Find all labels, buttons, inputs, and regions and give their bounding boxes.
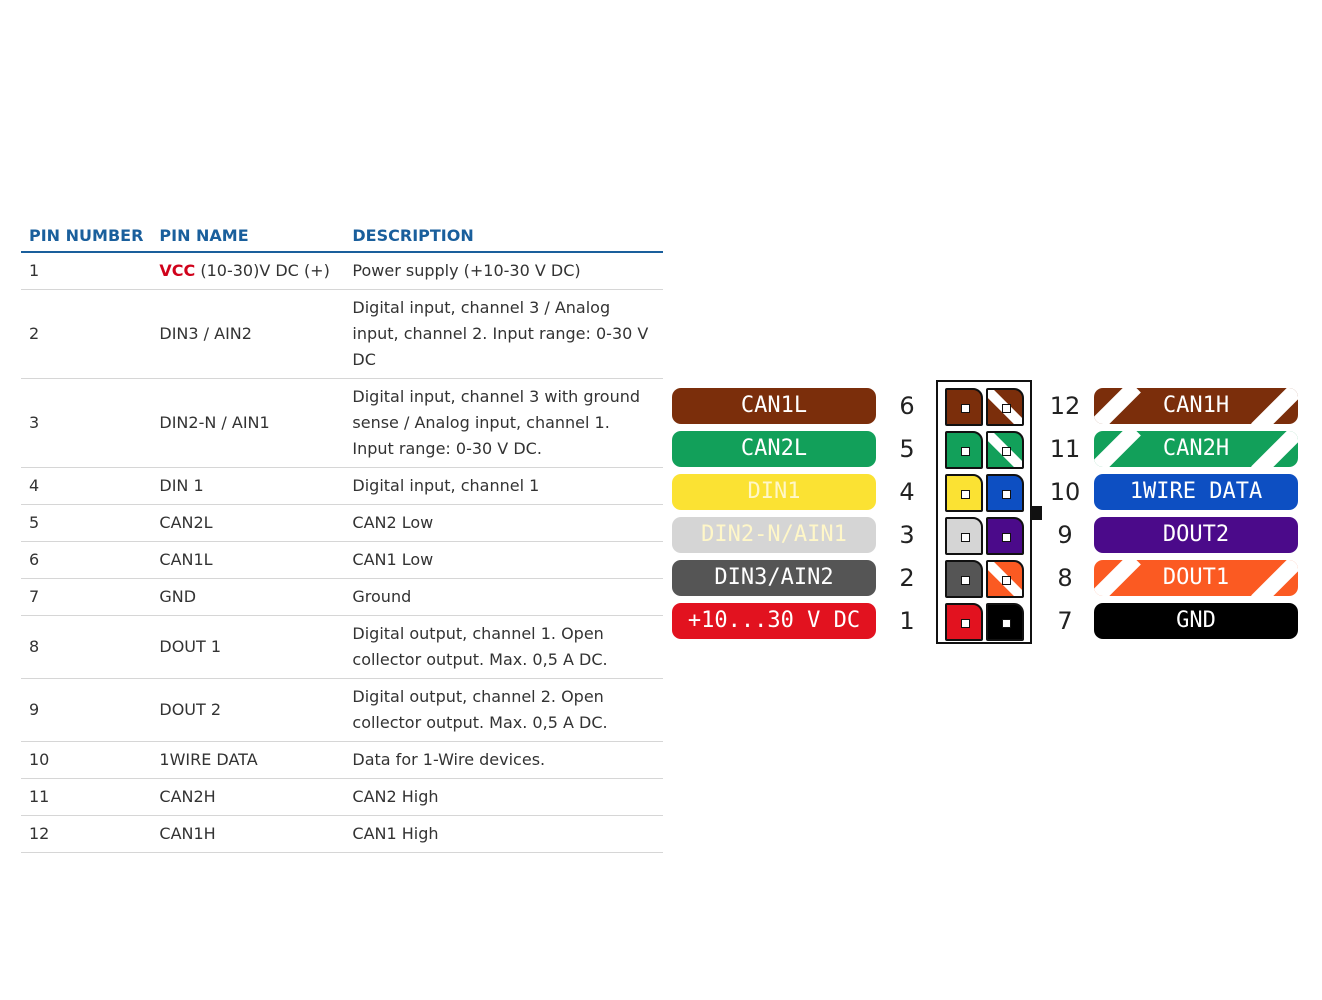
wire-label-7 <box>1094 603 1298 639</box>
connector-pin-4 <box>945 474 983 512</box>
wire-label-text: +10...30 V DC <box>687 608 861 633</box>
pin-contact <box>1002 619 1011 628</box>
description-cell: CAN2 Low <box>344 505 663 542</box>
table-row <box>21 579 663 616</box>
table-row <box>21 742 663 779</box>
pin-name-cell: CAN2L <box>151 505 344 542</box>
pin-number-cell: 4 <box>21 468 151 505</box>
pin-number-label: 8 <box>1057 564 1073 592</box>
pin-name-cell: GND <box>151 579 344 616</box>
connector-pin-5 <box>945 431 983 469</box>
pin-name-cell: DIN3 / AIN2 <box>151 290 344 379</box>
connector-pin-1 <box>945 603 983 641</box>
pin-number-label: 7 <box>1057 607 1073 635</box>
header-pin-name: PIN NAME <box>151 222 344 252</box>
description-cell: CAN1 Low <box>344 542 663 579</box>
connector-pinout-diagram <box>660 370 1310 660</box>
pin-number-label: 6 <box>899 392 915 420</box>
wire-label-text: DIN3/AIN2 <box>714 565 834 590</box>
wire-label-4 <box>672 474 876 510</box>
wire-label-12 <box>1094 388 1298 424</box>
wire-label-text: DOUT1 <box>1162 565 1230 590</box>
wire-label-5 <box>672 431 876 467</box>
wire-label-text: DIN1 <box>747 479 801 504</box>
pin-contact <box>961 533 970 542</box>
pin-name-cell: DOUT 1 <box>151 616 344 679</box>
pin-contact <box>961 404 970 413</box>
wire-label-text: 1WIRE DATA <box>1129 479 1263 504</box>
description-cell: Digital output, channel 1. Open collector output. Max. 0,5 A DC. <box>344 616 663 679</box>
table-row <box>21 816 663 853</box>
wire-label-11 <box>1094 431 1298 467</box>
description-cell: Digital input, channel 3 with ground sense / Analog input, channel 1. Input range: 0-30 V DC. <box>344 379 663 468</box>
wire-label-text: GND <box>1176 608 1216 633</box>
pin-number-cell: 10 <box>21 742 151 779</box>
wire-label-text: CAN1L <box>740 393 808 418</box>
table-header-row <box>21 222 663 252</box>
connector-latch <box>1032 506 1042 520</box>
table-row <box>21 290 663 379</box>
pin-number-cell: 1 <box>21 252 151 290</box>
description-cell: CAN2 High <box>344 779 663 816</box>
table-row <box>21 779 663 816</box>
pin-number-label: 2 <box>899 564 915 592</box>
pin-name-cell <box>151 252 344 290</box>
description-cell: Digital output, channel 2. Open collector output. Max. 0,5 A DC. <box>344 679 663 742</box>
wire-label-8 <box>1094 560 1298 596</box>
pin-name-cell: CAN2H <box>151 779 344 816</box>
connector-pin-6 <box>945 388 983 426</box>
pin-name-cell: 1WIRE DATA <box>151 742 344 779</box>
table-body <box>21 252 663 853</box>
pin-contact <box>961 490 970 499</box>
connector-pin-2 <box>945 560 983 598</box>
wire-label-6 <box>672 388 876 424</box>
pin-name-cell: DOUT 2 <box>151 679 344 742</box>
wire-label-2 <box>672 560 876 596</box>
pin-number-cell: 8 <box>21 616 151 679</box>
pinout-table <box>21 222 663 853</box>
pin-number-label: 11 <box>1049 435 1081 463</box>
pin-number-label: 3 <box>899 521 915 549</box>
pin-number-label: 1 <box>899 607 915 635</box>
pin-number-label: 10 <box>1049 478 1081 506</box>
description-cell: Ground <box>344 579 663 616</box>
pin-number-label: 5 <box>899 435 915 463</box>
pin-name-text: (10-30)V DC (+) <box>195 261 330 280</box>
pin-number-cell: 9 <box>21 679 151 742</box>
wire-label-1 <box>672 603 876 639</box>
wire-label-10 <box>1094 474 1298 510</box>
pin-name-cell: CAN1H <box>151 816 344 853</box>
pin-contact <box>1002 490 1011 499</box>
description-cell: Digital input, channel 1 <box>344 468 663 505</box>
wire-label-text: CAN2H <box>1162 436 1230 461</box>
connector-pin-9 <box>986 517 1024 555</box>
table-row <box>21 616 663 679</box>
pin-number-label: 9 <box>1057 521 1073 549</box>
wire-label-text: DOUT2 <box>1162 522 1230 547</box>
table-row <box>21 379 663 468</box>
wire-label-9 <box>1094 517 1298 553</box>
table-row <box>21 252 663 290</box>
header-description: DESCRIPTION <box>344 222 663 252</box>
pin-contact <box>1002 404 1011 413</box>
pin-name-cell: CAN1L <box>151 542 344 579</box>
pin-contact <box>1002 447 1011 456</box>
description-cell: Digital input, channel 3 / Analog input, channel 2. Input range: 0-30 V DC <box>344 290 663 379</box>
pin-number-cell: 7 <box>21 579 151 616</box>
pin-contact <box>1002 533 1011 542</box>
pin-name-cell: DIN2-N / AIN1 <box>151 379 344 468</box>
pin-contact <box>961 619 970 628</box>
connector-pin-12 <box>986 388 1024 426</box>
table-row <box>21 679 663 742</box>
table-row <box>21 505 663 542</box>
wire-label-text: CAN2L <box>740 436 808 461</box>
pin-number-cell: 11 <box>21 779 151 816</box>
description-cell: Data for 1-Wire devices. <box>344 742 663 779</box>
connector-pin-3 <box>945 517 983 555</box>
wire-label-text: CAN1H <box>1162 393 1230 418</box>
pin-number-cell: 3 <box>21 379 151 468</box>
table-row <box>21 468 663 505</box>
pin-number-label: 4 <box>899 478 915 506</box>
wire-label-text: DIN2-N/AIN1 <box>701 522 847 547</box>
pin-number-cell: 5 <box>21 505 151 542</box>
connector-pin-8 <box>986 560 1024 598</box>
pin-contact <box>961 576 970 585</box>
pin-contact <box>1002 576 1011 585</box>
wire-label-3 <box>672 517 876 553</box>
connector-pin-7 <box>986 603 1024 641</box>
pin-number-label: 12 <box>1049 392 1081 420</box>
pin-number-cell: 12 <box>21 816 151 853</box>
pin-number-cell: 2 <box>21 290 151 379</box>
connector-pin-11 <box>986 431 1024 469</box>
table-row <box>21 542 663 579</box>
pin-contact <box>961 447 970 456</box>
description-cell: Power supply (+10-30 V DC) <box>344 252 663 290</box>
pin-name-cell: DIN 1 <box>151 468 344 505</box>
pin-number-cell: 6 <box>21 542 151 579</box>
header-pin-number: PIN NUMBER <box>21 222 151 252</box>
description-cell: CAN1 High <box>344 816 663 853</box>
connector-pin-10 <box>986 474 1024 512</box>
vcc-highlight: VCC <box>159 261 196 280</box>
